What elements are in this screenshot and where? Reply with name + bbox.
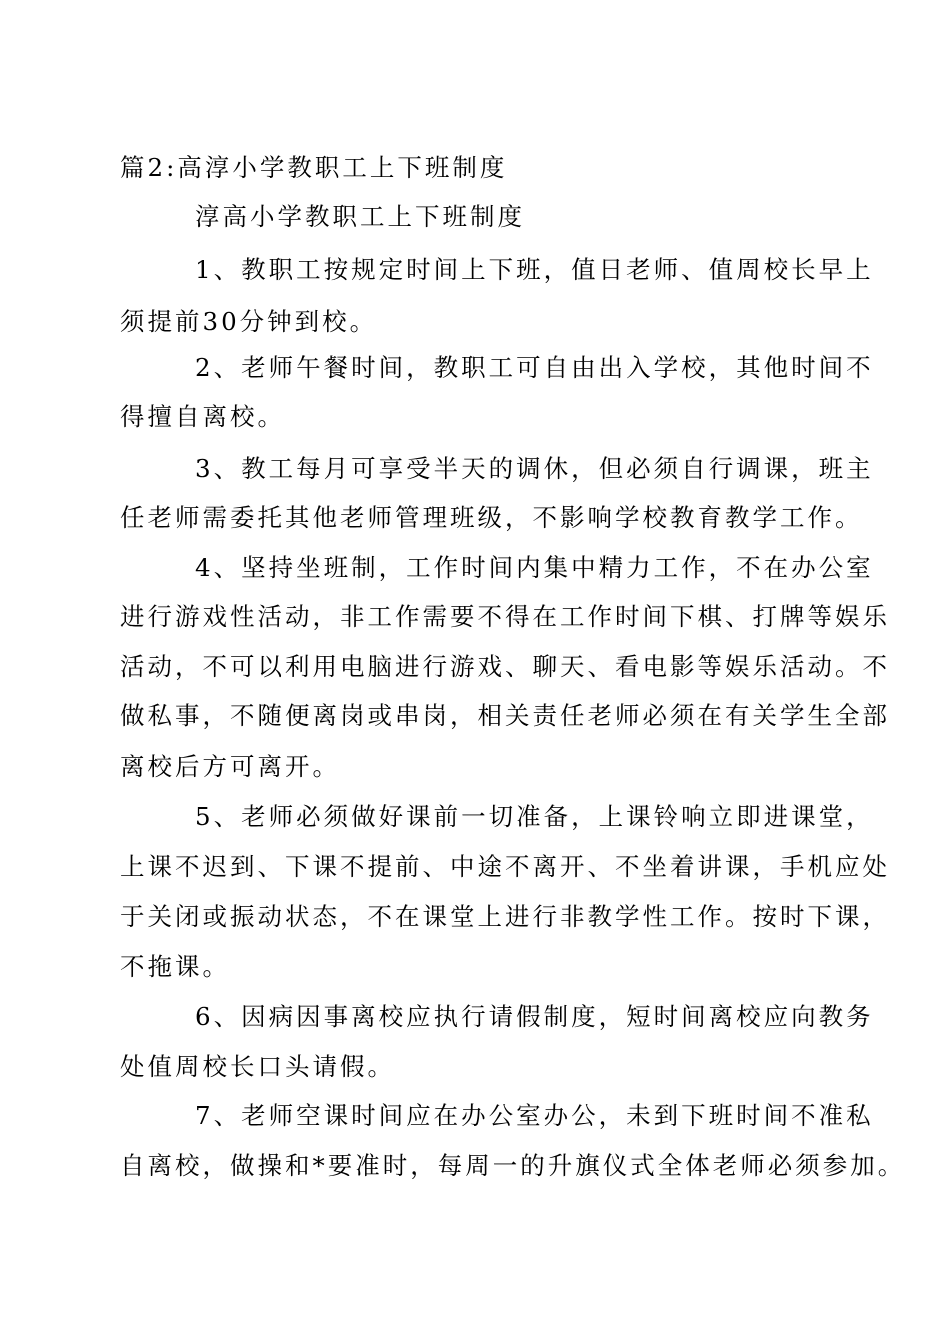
rule-2-line-2: 得擅自离校。 (120, 402, 285, 431)
document-subheading: 淳高小学教职工上下班制度 (195, 202, 525, 231)
rule-5-line-4: 不拖课。 (120, 952, 230, 981)
rule-5-line-3: 于关闭或振动状态，不在课堂上进行非教学性工作。按时下课， (120, 902, 890, 931)
rule-1-line-1: 1、教职工按规定时间上下班，值日老师、值周校长早上 (195, 255, 874, 284)
rule-6-line-2: 处值周校长口头请假。 (120, 1052, 395, 1081)
rule-3-line-1: 3、教工每月可享受半天的调休，但必须自行调课，班主 (195, 454, 874, 483)
rule-4-line-4: 做私事，不随便离岗或串岗，相关责任老师必须在有关学生全部 (120, 701, 890, 730)
rule-1-line-2: 须提前30分钟到校。 (120, 307, 378, 336)
rule-5-line-2: 上课不迟到、下课不提前、中途不离开、不坐着讲课，手机应处 (120, 852, 890, 881)
rule-4-line-1: 4、坚持坐班制，工作时间内集中精力工作，不在办公室 (195, 553, 874, 582)
rule-4-line-3: 活动，不可以利用电脑进行游戏、聊天、看电影等娱乐活动。不 (120, 652, 890, 681)
rule-4-line-5: 离校后方可离开。 (120, 752, 340, 781)
rule-4-line-2: 进行游戏性活动，非工作需要不得在工作时间下棋、打牌等娱乐 (120, 602, 890, 631)
rule-3-line-2: 任老师需委托其他老师管理班级，不影响学校教育教学工作。 (120, 503, 863, 532)
rule-7-line-1: 7、老师空课时间应在办公室办公，未到下班时间不准私 (195, 1101, 874, 1130)
rule-7-line-2: 自离校，做操和*要准时，每周一的升旗仪式全体老师必须参加。 (120, 1151, 906, 1180)
document-heading: 篇2:高淳小学教职工上下班制度 (120, 153, 508, 182)
rule-5-line-1: 5、老师必须做好课前一切准备，上课铃响立即进课堂， (195, 802, 874, 831)
rule-6-line-1: 6、因病因事离校应执行请假制度，短时间离校应向教务 (195, 1002, 874, 1031)
rule-2-line-1: 2、老师午餐时间，教职工可自由出入学校，其他时间不 (195, 353, 874, 382)
